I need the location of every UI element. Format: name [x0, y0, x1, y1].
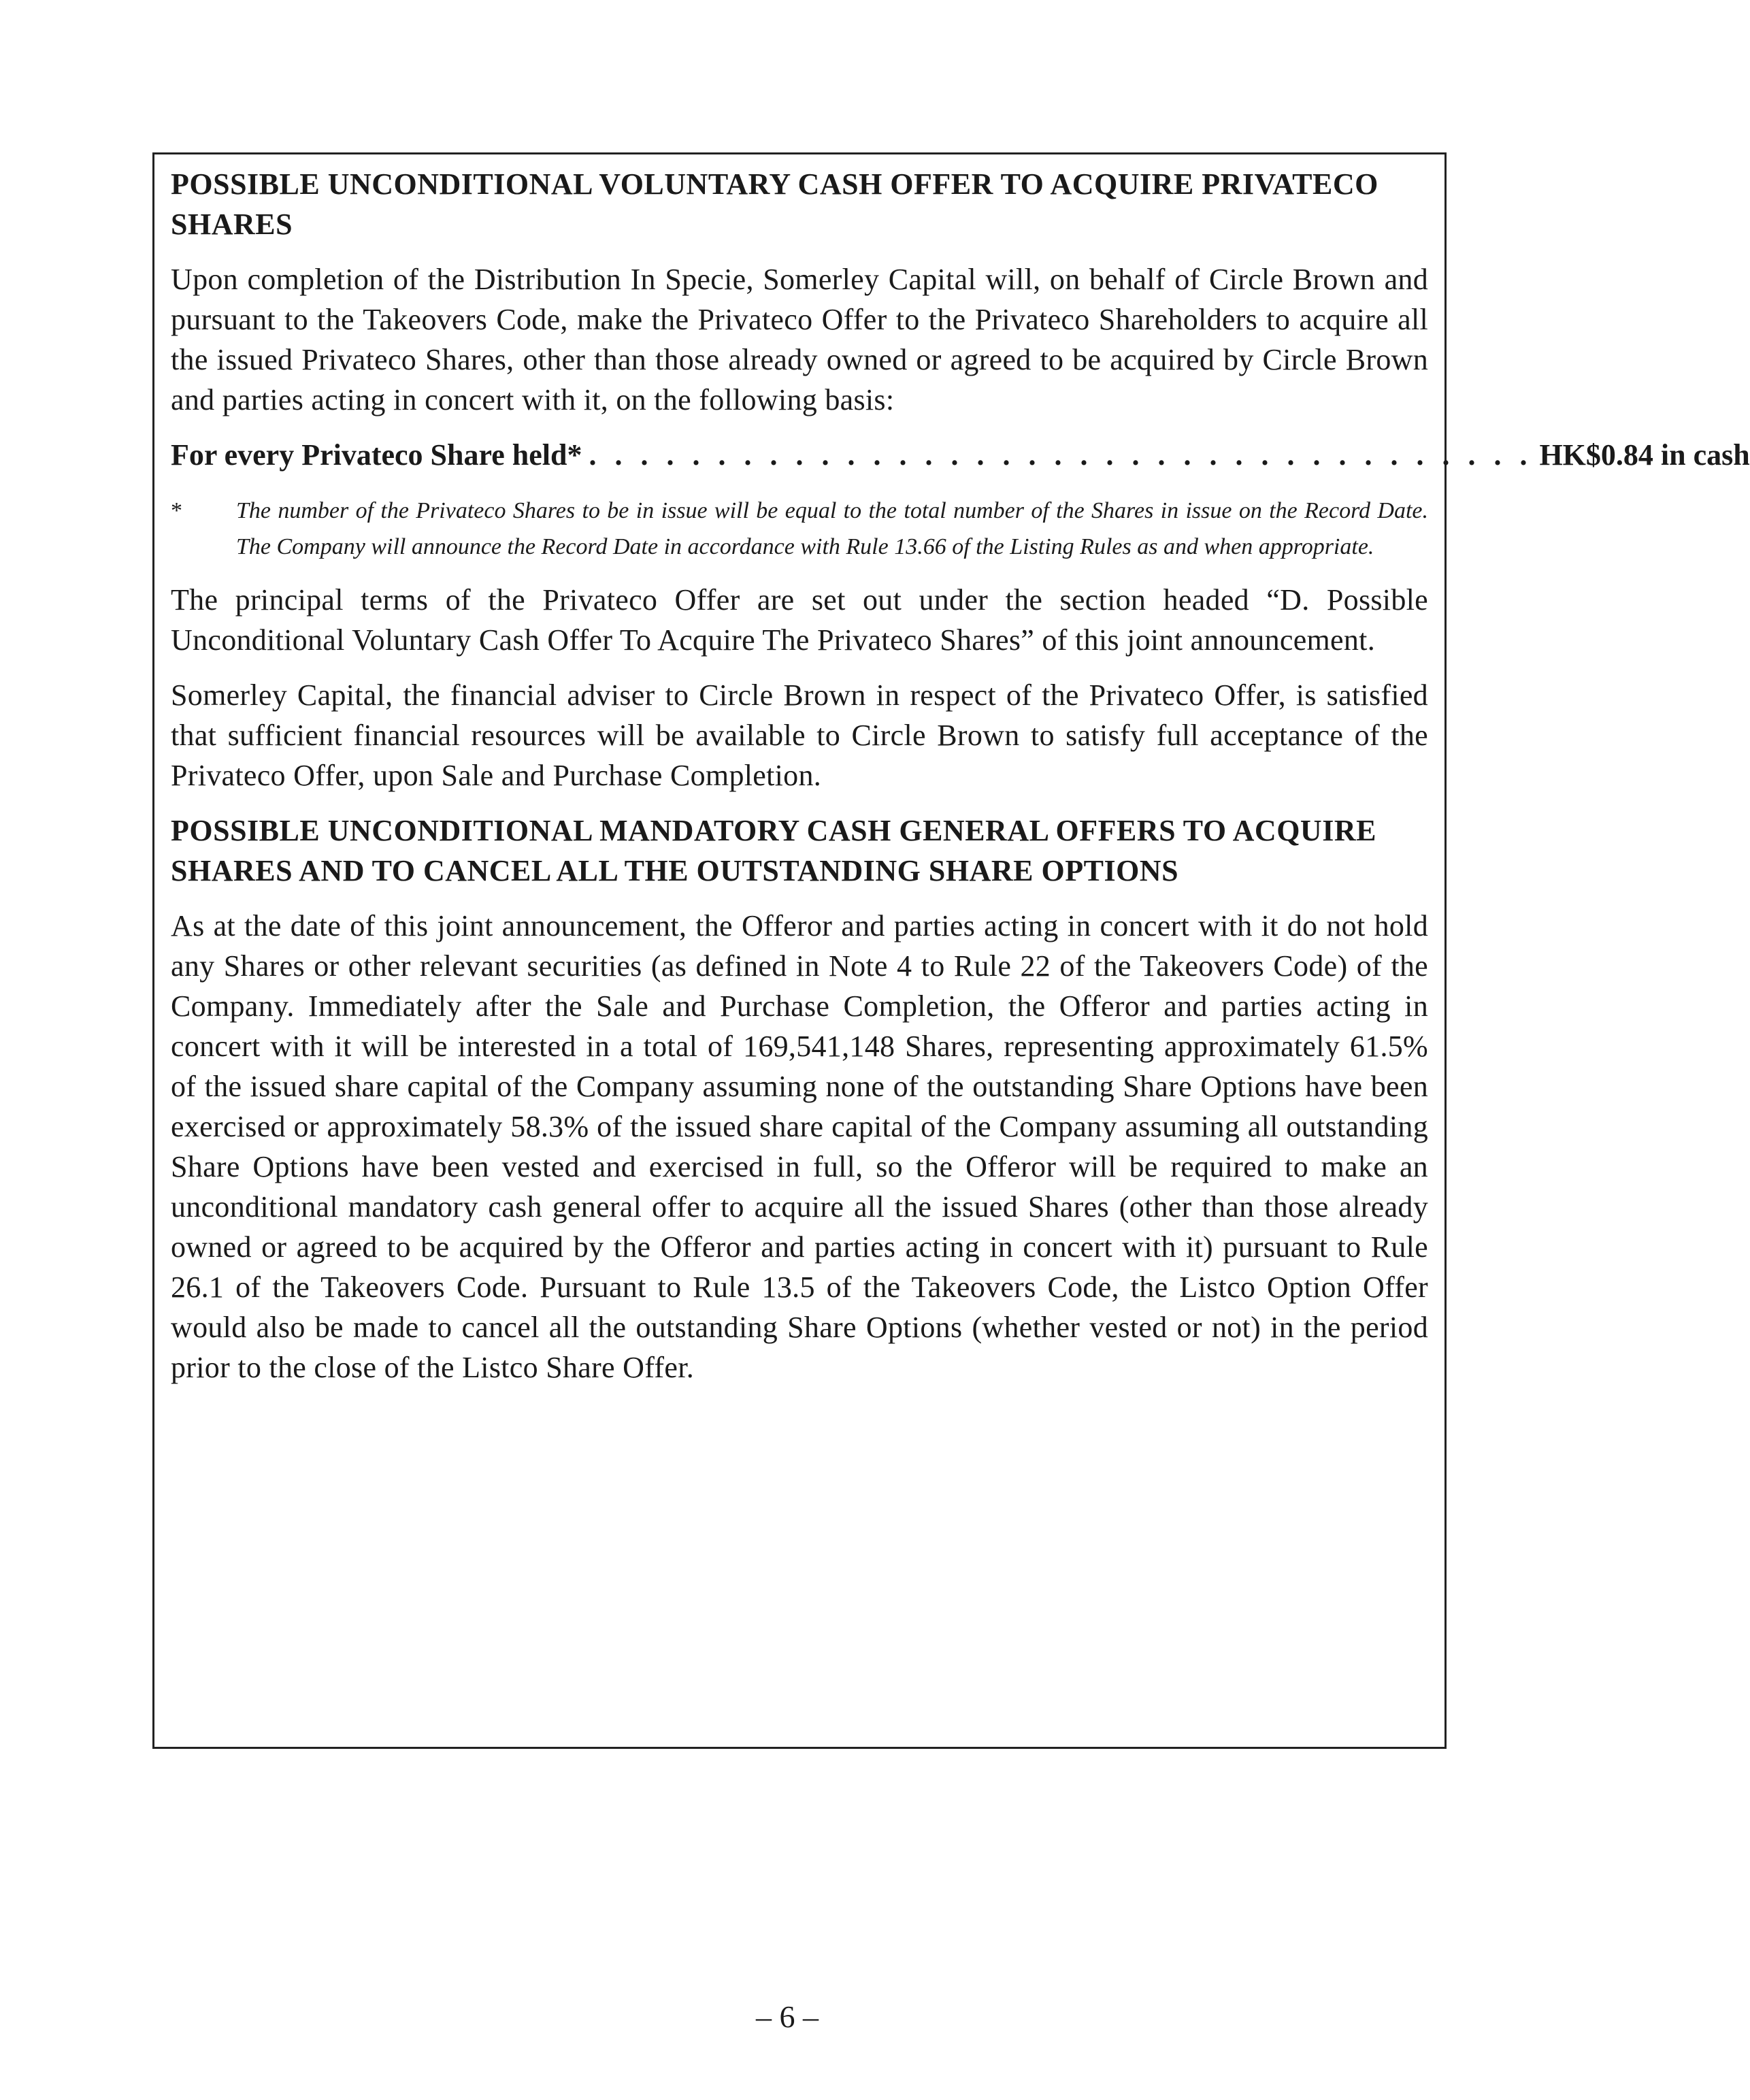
paragraph-mandatory-offer: As at the date of this joint announcement, the Offeror and parties acting in concert with it do not hold any Shares or other relevant securities (as defined in Note 4 to Rule 22 of the Takeovers Code) of the Company. Immediately after the Sale and Purchase Completion, the Offeror and parties acting in concert with it will be interested in a total of 169,541,148 Shares, representing approximately 61.5% of the issued share capital of the Company assuming none of the outstanding Share Options have been exercised or approximately 58.3% of the issued share capital of the Company assuming all outstanding Share Options have been vested and exercised in full, so the Offeror will be required to make an unconditional mandatory cash general offer to acquire all the issued Shares (other than those already owned or agreed to be acquired by the Offeror and parties acting in concert with it) pursuant to Rule 26.1 of the Takeovers Code. Pursuant to Rule 13.5 of the Takeovers Code, the Listco Option Offer would also be made to cancel all the outstanding Share Options (whether vested or not) in the period prior to the close of the Listco Share Offer. — [171, 909, 1428, 1384]
footnote — [171, 493, 1428, 565]
paragraph-financial-adviser: Somerley Capital, the financial adviser to Circle Brown in respect of the Privateco Offer, is satisfied that sufficient financial resources will be available to Circle Brown to satisfy full acceptance of the Privateco Offer, upon Sale and Purchase Completion. — [171, 678, 1428, 792]
offer-price: HK$0.84 in cash — [1539, 438, 1750, 472]
paragraph-principal-terms: The principal terms of the Privateco Offer are set out under the section headed “D. Possible Unconditional Voluntary Cash Offer To Acquire The Privateco Shares” of this joint announcement. — [171, 583, 1428, 657]
offer-leader-dots: . . . . . . . . . . . . . . . . . . . . . . . . . . . . . . . . . . . . . — [589, 438, 1533, 472]
paragraph-privateco-offer-intro: Upon completion of the Distribution In Specie, Somerley Capital will, on behalf of Circle Brown and pursuant to the Takeovers Code, make the Privateco Offer to the Privateco Shareholders to acquire all the issued Privateco Shares, other than those already owned or agreed to be acquired by Circle Brown and parties acting in concert with it, on the following basis: — [171, 263, 1428, 416]
footnote-text: The number of the Privateco Shares to be in issue will be equal to the total number of the Shares in issue on the Record Date. The Company will announce the Record Date in accordance with Rule 13.66 of the Listing Rules as and when appropriate. — [236, 498, 1428, 559]
offer-price-line — [171, 435, 1750, 475]
section-heading-mandatory-offer: POSSIBLE UNCONDITIONAL MANDATORY CASH GENERAL OFFERS TO ACQUIRE SHARES AND TO CANCEL ALL THE OUTSTANDING SHARE OPTIONS — [171, 814, 1376, 887]
footnote-mark: * — [171, 498, 182, 523]
page-number: – 6 – — [756, 1999, 819, 2034]
section-heading-privateco-offer: POSSIBLE UNCONDITIONAL VOLUNTARY CASH OFFER TO ACQUIRE PRIVATECO SHARES — [171, 167, 1378, 241]
announcement-box — [152, 152, 1750, 1749]
offer-label: For every Privateco Share held* — [171, 438, 582, 472]
